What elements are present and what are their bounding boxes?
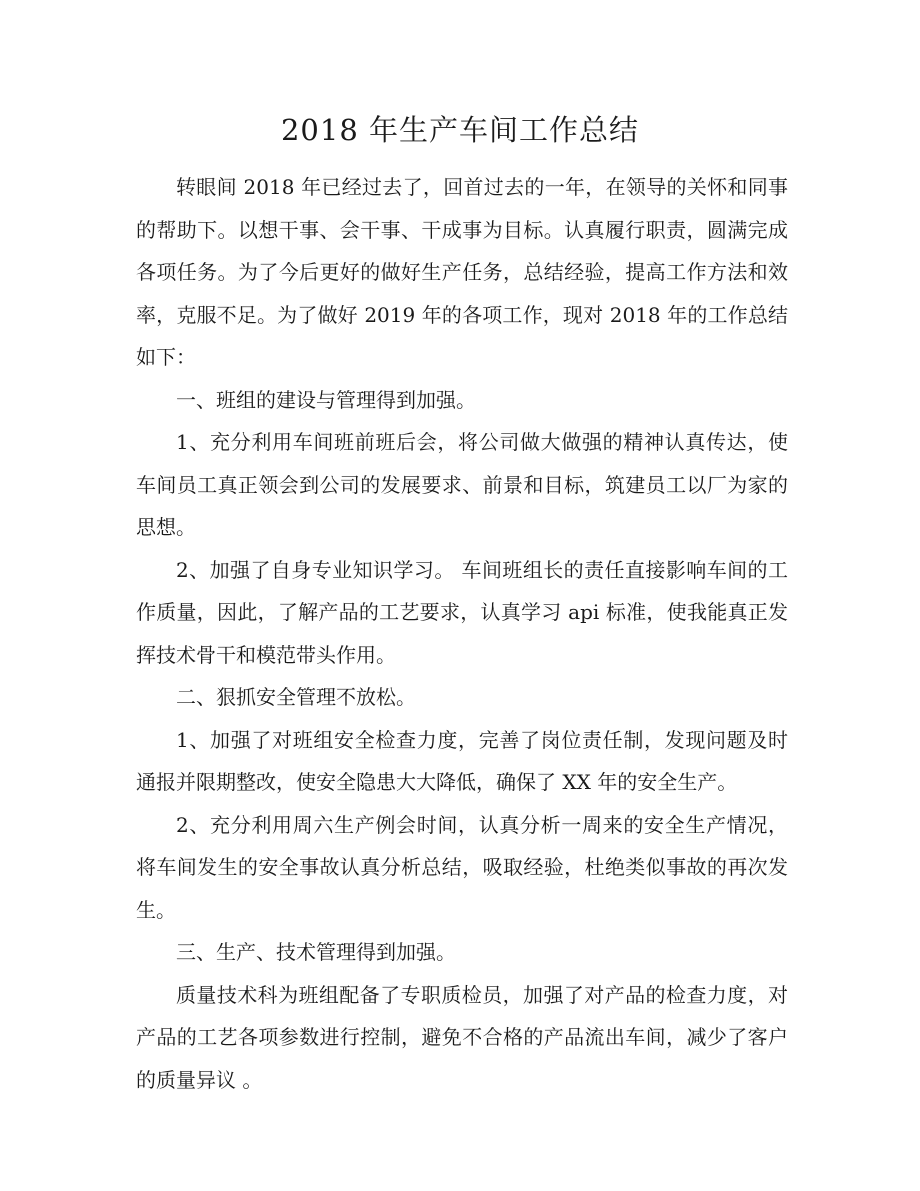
document-body (136, 166, 788, 1101)
intro-paragraph: 转眼间 2018 年已经过去了，回首过去的一年，在领导的关怀和同事的帮助下。以想干事、会干事、干成事为目标。认真履行职责，圆满完成各项任务。为了今后更好的做好生产任务，总结经验，提高工作方法和效率，克服不足。为了做好 2019 年的各项工作，现对 2018 年的工作总结如下： (136, 175, 788, 369)
paragraph-professional-study: 2、加强了自身专业知识学习。 车间班组长的责任直接影响车间的工作质量，因此，了解产品的工艺要求，认真学习 api 标准，使我能真正发挥技术骨干和模范带头作用。 (136, 557, 788, 667)
section-heading-team-building: 一、班组的建设与管理得到加强。 (176, 387, 476, 412)
paragraph-team-meetings: 1、充分利用车间班前班后会，将公司做大做强的精神认真传达，使车间员工真正领会到公司的发展要求、前景和目标，筑建员工以厂为家的思想。 (136, 430, 788, 539)
paragraph-safety-meeting: 2、充分利用周六生产例会时间，认真分析一周来的安全生产情况，将车间发生的安全事故认真分析总结，吸取经验，杜绝类似事故的再次发生。 (136, 812, 788, 922)
section-heading-production-tech: 三、生产、技术管理得到加强。 (176, 940, 456, 964)
paragraph-safety-inspection: 1、加强了对班组安全检查力度，完善了岗位责任制，发现问题及时通报并限期整改，使安全隐患大大降低，确保了 XX 年的安全生产。 (136, 727, 788, 794)
document-title: 2018 年生产车间工作总结 (280, 113, 640, 147)
section-heading-safety: 二、狠抓安全管理不放松。 (176, 685, 416, 709)
paragraph-quality-control: 质量技术科为班组配备了专职质检员，加强了对产品的检查力度，对产品的工艺各项参数进行控制，避免不合格的产品流出车间，减少了客户的质量异议 。 (136, 982, 788, 1092)
